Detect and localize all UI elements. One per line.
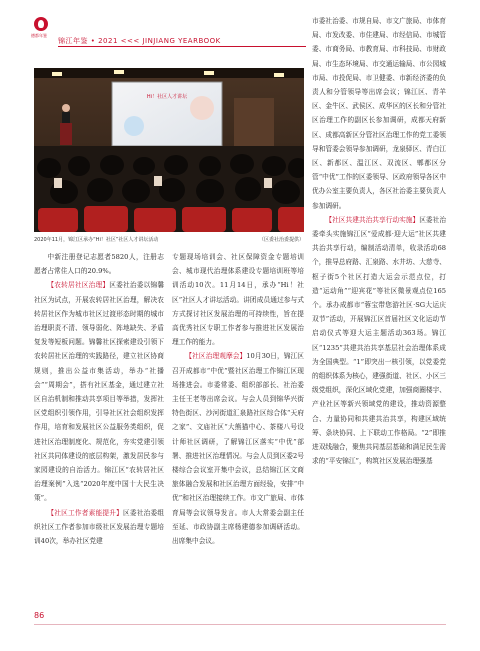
col1-paragraph-1: 中新注册登记志愿者5820人，注册志愿者占常住人口的20.9%。	[34, 253, 164, 276]
section-heading: 【农转居社区治理】	[47, 281, 110, 290]
col2-paragraph-1: 专题现场培训会、社区保障资金专题培训会、城市现代治理体系建设专题培训班等培训活动10次。11月14日，承办“Hi！社区”社区人才讲坛活动。讲团成员通过参与式方式探讨社区发展治理的可持续性，旨在提高优秀社区专职工作者参与推进社区发展治理工作的能力。	[172, 253, 304, 347]
col3-paragraph-1: 市委社治委、市规自局、市文广旅局、市体育局、市发改委、市住建局、市经信局、市城管委、市商务局、市教育局、市科技局、市财政局、市生态环境局、市交通运输局、市公园城市局、市投促局、市卫健委、市新经济委的负责人和分管领导等出席会议；锦江区、青羊区、金牛区、武侯区、成华区的区长和分管社区治理工作的副区长参加调研，成都天府新区、成都高新区分管社区治理工作的党工委领导和管委会领导参加调研，龙泉驿区、青白江区、新都区、温江区、双流区、郫都区分管“中优”工作的区委领导、区政府领导各区中优办公室主要负责人，各区社治委主要负责人参加调研。	[312, 17, 446, 210]
caption-credit: （区委社治委提供）	[258, 237, 304, 243]
col2-paragraph-2: 10月30日，锦江区召开成都市“中优”暨社区治理工作锦江区现场推进会。市委常委、组织部部长、社治委主任王老等出席会议。与会人员到锦华兴街特色街区、沙河街道汇泉路社区综合体“天府之家”、文庙社区“大熊猫中心、茶楼八号设计师社区调研，了解锦江区落实“中优”部署、推进社区治理情况。与会人员到区委2号楼综合会议室开集中会议，总结锦江区文商旅体融合发展和社区治理方面经验，安排“中优”和社区治理接续工作。市文广旅局、市体育局等会议领导发言。市人大常委会副主任至延、市政协副主席杨建德参加调研活动。出席集中会议。	[172, 352, 304, 546]
col1-paragraph-3: 区委社治委组织社区工作者参加市级社区发展治理专题培训40次，举办社区党建	[34, 508, 165, 546]
caption-text: 2020年11月，锦江区承办“Hi！社区”社区人才讲坛活动	[34, 237, 159, 243]
header-title: 锦江年鉴 • 2021 <<< JINJIANG YEARBOOK	[58, 37, 221, 45]
column-1	[34, 250, 164, 548]
footer-rule	[34, 624, 446, 625]
column-3	[312, 14, 446, 469]
event-photo-illustration	[34, 68, 304, 232]
section-heading: 【社区治理观摩会】	[185, 352, 247, 361]
section-heading: 【社区共建共治共享行动实施】	[325, 215, 420, 224]
event-photo	[34, 68, 304, 232]
screen-text: Hi！社区人才讲坛	[146, 94, 188, 100]
header-rule	[58, 46, 306, 47]
logo-text: 德都年鉴	[31, 33, 47, 38]
section-heading: 【社区工作者素能提升】	[47, 508, 123, 517]
photo-caption	[34, 236, 304, 243]
page-number: 86	[34, 611, 45, 620]
col1-paragraph-2: 区委社治委以锦馨社区为试点，开展农转居社区治理，解决农转居社区作为城市社区过渡形态时期的城市治理职责不清、领导弱化、阵地缺失、矛盾复发等短板问题。锦馨社区探索建设引领下农转居社区治理的实践路径，建立社区协商规则，推出公益市集活动，举办“社播会”“周期会”，搭有社区基金，通过建立社区自治机制和推动共享项目等举措，发挥社区党组织引领作用，引导社区社会组织发挥作用，培育和发展社区公益服务类组织，促进社区治理制度化、规范化，夯实党建引领社区共同体建设的底层构架，激发居民参与家园建设的自治活力。锦江区“农转居社区治理案例”入选“2020年度中国十大民生决策”。	[34, 281, 165, 503]
yearbook-logo-icon	[34, 17, 48, 31]
col3-paragraph-2: 区委社治委牵头实施锦江区“爱成都·迎大运”社区共建共治共享行动，编制活动清单，收录活动68个，推导总府路、汇泉路、水井坊、大慈寺、枢子街5个社区打造大运会示范点位，打造“运动角”“迎宾花”等社区微景观点位165个。承办成都市“蓉宝带您游社区·SG大运庆双节”活动，开展锦江区首届社区文化运动节启动仪式等迎大运主题活动363场。锦江区“1235”共建共治共享基层社会治理体系成为全国典型。“1”即突出一核引领，以党委党的组织体系为核心，建强街道、社区、小区三级党组织，深化区域化党建，加强商圈楼宇、产业社区等新兴领域党的建设，推动资源整合、力量协同和共建共治共享，构建区域统筹、条块协同、上下联动工作格局。“2”即推进双线融合，聚焦共同基层基础和满足民生需求的“平安锦江”，构筑社区发展治理强基	[312, 215, 447, 466]
column-2	[172, 250, 304, 548]
